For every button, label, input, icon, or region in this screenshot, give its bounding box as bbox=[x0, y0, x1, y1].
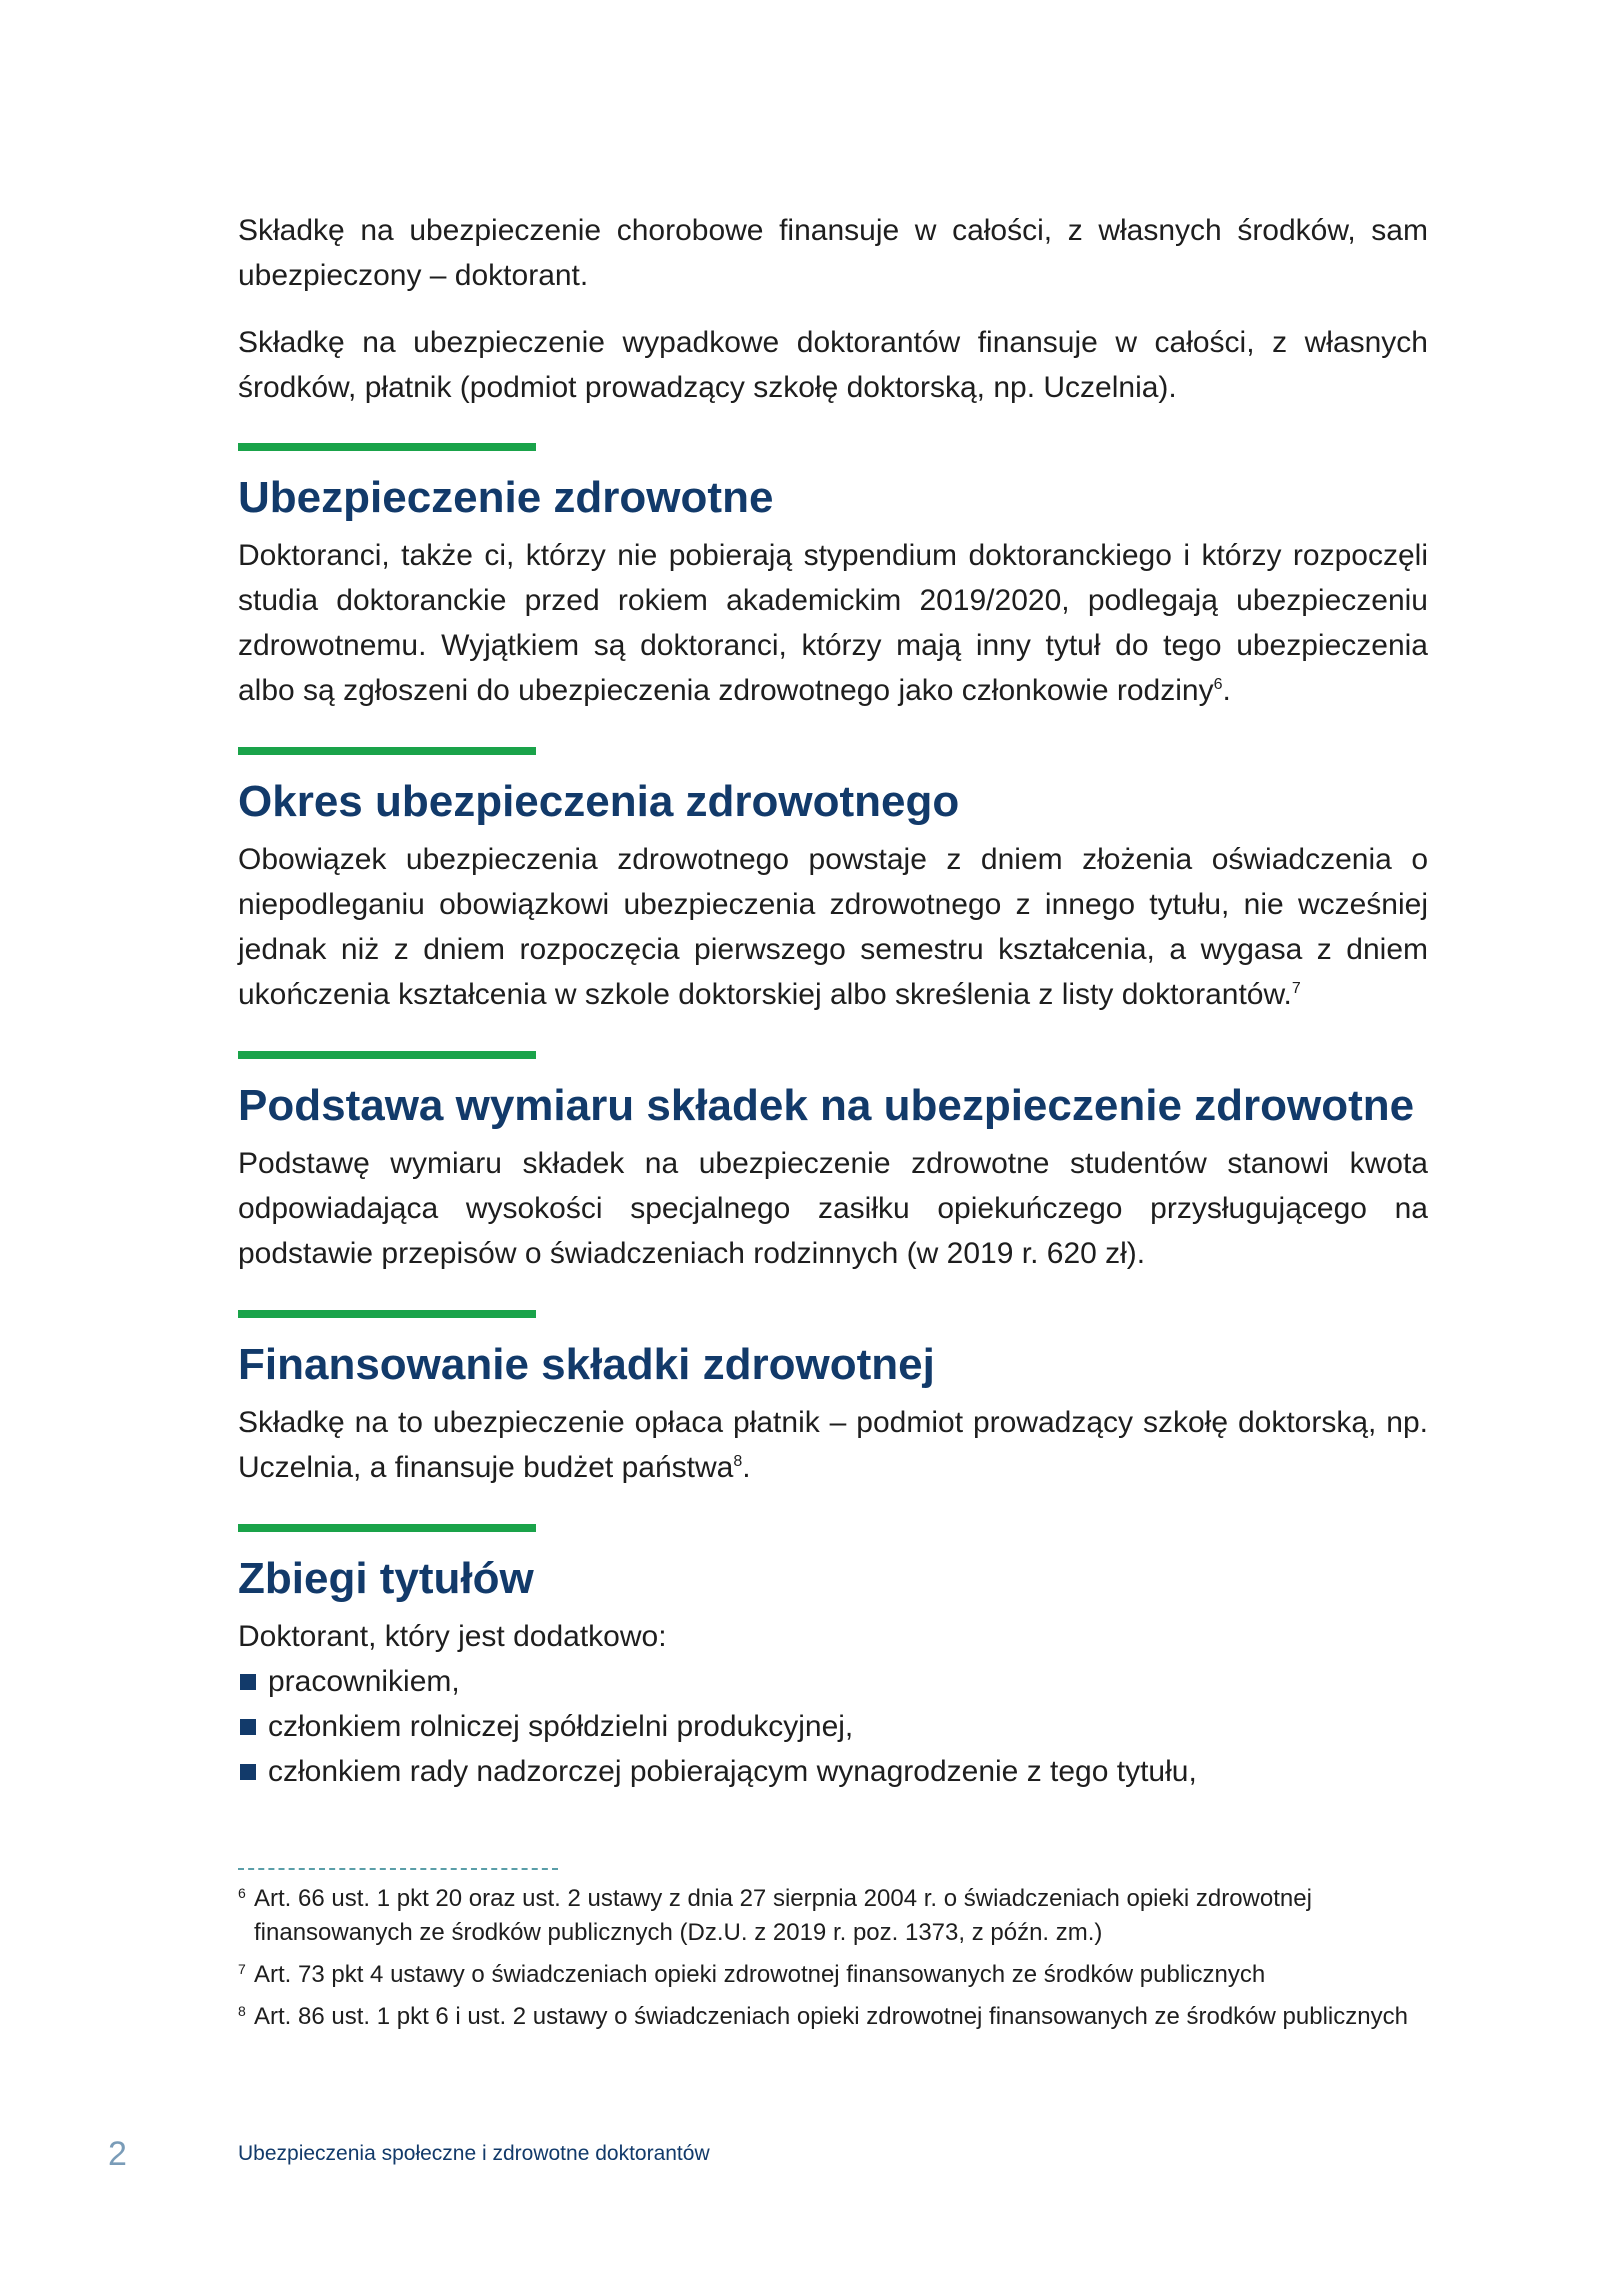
section-body-contribution-financing: Składkę na to ubezpieczenie opłaca płatnik – podmiot prowadzący szkołę doktorską, np. Uczelnia, a finansuje budżet państwa$^8$. bbox=[238, 1406, 1428, 1484]
section-accent-rule bbox=[238, 1524, 536, 1532]
footnote-8 bbox=[238, 2000, 1428, 2034]
footnote-7 bbox=[238, 1958, 1428, 1992]
footnote-number: 8 bbox=[238, 2003, 246, 2019]
footnote-text: Art. 86 ust. 1 pkt 6 i ust. 2 ustawy o świadczeniach opieki zdrowotnej finansowanych ze środków publicznych bbox=[254, 2003, 1408, 2030]
section-body-contribution-basis: Podstawę wymiaru składek na ubezpieczenie zdrowotne studentów stanowi kwota odpowiadająca wysokości specjalnego zasiłku opiekuńczego przysługującego na podstawie przepisów o świadczeniach rodzinnych (w 2019 r. 620 zł). bbox=[238, 1147, 1428, 1270]
footnote-text: Art. 66 ust. 1 pkt 20 oraz ust. 2 ustawy z dnia 27 sierpnia 2004 r. o świadczeniach opieki zdrowotnej finansowanych ze środków publicznych (Dz.U. z 2019 r. poz. 1373, z późn. zm.) bbox=[254, 1885, 1312, 1946]
section-body-insurance-period: Obowiązek ubezpieczenia zdrowotnego powstaje z dniem złożenia oświadczenia o niepodleganiu obowiązkowi ubezpieczenia zdrowotnego z innego tytułu, nie wcześniej jednak niż z dniem rozpoczęcia pierwszego semestru kształcenia, a wygasa z dniem ukończenia kształcenia w szkole doktorskiej albo skreślenia z listy doktorantów.$^7$ bbox=[238, 843, 1428, 1011]
intro-paragraph-1: Składkę na ubezpieczenie chorobowe finansuje w całości, z własnych środków, sam ubezpieczony – doktorant. bbox=[238, 214, 1428, 292]
footnote-6 bbox=[238, 1882, 1428, 1950]
section-body-health-insurance: Doktoranci, także ci, którzy nie pobierają stypendium doktoranckiego i którzy rozpoczęli studia doktoranckie przed rokiem akademickim 2019/2020, podlegają ubezpieczeniu zdrowotnemu. Wyjątkiem są doktoranci, którzy mają inny tytuł do tego ubezpieczenia albo są zgłoszeni do ubezpieczenia zdrowotnego jako członkowie rodziny$^6$. bbox=[238, 539, 1428, 707]
footnote-ref-7: 7 bbox=[1291, 980, 1301, 997]
section-accent-rule bbox=[238, 1310, 536, 1318]
footnote-number: 7 bbox=[238, 1961, 246, 1977]
section-accent-rule bbox=[238, 747, 536, 755]
section-body-title-overlap: Doktorant, który jest dodatkowo: bbox=[238, 1620, 667, 1653]
running-title: Ubezpieczenia społeczne i zdrowotne doktorantów bbox=[238, 2142, 710, 2165]
footnote-ref-6: 6 bbox=[1213, 676, 1223, 693]
list-item: członkiem rady nadzorczej pobierającym wynagrodzenie z tego tytułu, bbox=[238, 1749, 1428, 1794]
page-content bbox=[238, 208, 1428, 1794]
footnote-ref-8: 8 bbox=[733, 1453, 743, 1470]
bullet-list bbox=[238, 1659, 1428, 1794]
intro-paragraph-2: Składkę na ubezpieczenie wypadkowe doktorantów finansuje w całości, z własnych środków, płatnik (podmiot prowadzący szkołę doktorską, np. Uczelnia). bbox=[238, 326, 1428, 404]
section-heading-contribution-financing: Finansowanie składki zdrowotnej bbox=[238, 1340, 935, 1389]
square-bullet-icon bbox=[240, 1719, 256, 1735]
section-heading-title-overlap: Zbiegi tytułów bbox=[238, 1554, 534, 1603]
section-heading-contribution-basis: Podstawa wymiaru składek na ubezpieczenie zdrowotne bbox=[238, 1081, 1415, 1130]
section-accent-rule bbox=[238, 1051, 536, 1059]
square-bullet-icon bbox=[240, 1674, 256, 1690]
section-heading-health-insurance: Ubezpieczenie zdrowotne bbox=[238, 473, 774, 522]
footnote-separator bbox=[238, 1868, 558, 1870]
page-number: 2 bbox=[108, 2135, 127, 2173]
list-item: pracownikiem, bbox=[238, 1659, 1428, 1704]
footnotes bbox=[238, 1882, 1428, 2042]
section-heading-insurance-period: Okres ubezpieczenia zdrowotnego bbox=[238, 777, 960, 826]
section-accent-rule bbox=[238, 443, 536, 451]
list-item: członkiem rolniczej spółdzielni produkcyjnej, bbox=[238, 1704, 1428, 1749]
square-bullet-icon bbox=[240, 1764, 256, 1780]
footnote-text: Art. 73 pkt 4 ustawy o świadczeniach opieki zdrowotnej finansowanych ze środków publicznych bbox=[254, 1961, 1266, 1988]
footnote-number: 6 bbox=[238, 1885, 246, 1901]
